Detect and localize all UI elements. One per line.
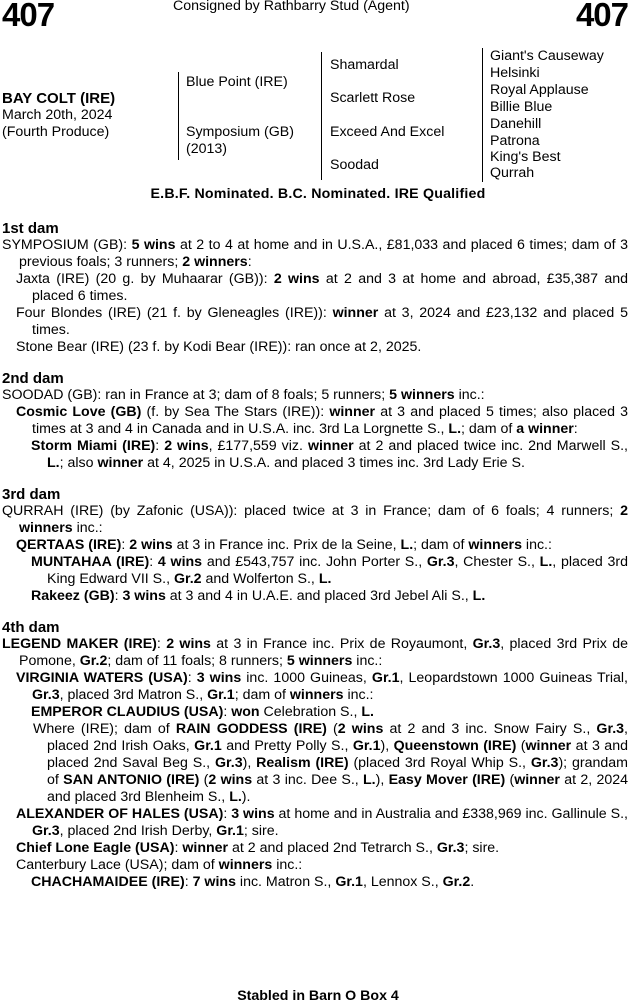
- pedigree-g7: King's Best: [490, 149, 561, 165]
- catalogue-body: [2, 220, 628, 891]
- pedigree-dam: Symposium (GB): [186, 124, 294, 140]
- pedigree-g1: Giant's Causeway: [490, 48, 604, 64]
- pedigree-sire: Blue Point (IRE): [186, 74, 288, 90]
- stabling-info: Stabled in Barn O Box 4: [237, 988, 399, 1004]
- section-heading-2nd-dam: 2nd dam: [2, 370, 64, 387]
- pedigree-g6: Patrona: [490, 133, 540, 149]
- dam-paragraph: QURRAH (IRE) (by Zafonic (USA)): placed twice at 3 in France; dam of 6 foals; 4 runners; 2 winners inc.:: [2, 503, 628, 536]
- dam-paragraph: SOODAD (GB): ran in France at 3; dam of 8 foals; 5 runners; 5 winners inc.:: [2, 387, 485, 403]
- produce-entry: Storm Miami (IRE): 2 wins, £177,559 viz. winner at 2 and placed twice inc. 2nd Marwell S., L.; also winner at 4, 2025 in U.S.A. and placed 3 times inc. 3rd Lady Erie S.: [31, 438, 628, 471]
- section-heading-3rd-dam: 3rd dam: [2, 486, 61, 503]
- lot-number-left: 407: [2, 0, 55, 33]
- produce-entry: MUNTAHAA (IRE): 4 wins and £543,757 inc. John Porter S., Gr.3, Chester S., L., placed 3rd King Edward VII S., Gr.2 and Wolferton S., L.: [31, 554, 629, 587]
- produce-entry: Four Blondes (IRE) (21 f. by Gleneagles (IRE)): winner at 3, 2024 and £23,132 and placed 5 times.: [16, 305, 628, 338]
- produce-entry: EMPEROR CLAUDIUS (USA): won Celebration S., L.: [31, 704, 374, 720]
- produce-entry: QERTAAS (IRE): 2 wins at 3 in France inc. Prix de la Seine, L.; dam of winners inc.:: [16, 537, 552, 553]
- section-heading-1st-dam: 1st dam: [2, 220, 59, 237]
- pedigree-g4: Billie Blue: [490, 99, 553, 115]
- horse-name: BAY COLT (IRE): [2, 90, 116, 107]
- produce-entry: VIRGINIA WATERS (USA): 3 wins inc. 1000 Guineas, Gr.1, Leopardstown 1000 Guineas Trial, Gr.3, placed 3rd Matron S., Gr.1; dam of winners inc.:: [16, 670, 628, 703]
- pedigree-g3: Royal Applause: [490, 82, 589, 98]
- pedigree-g5: Danehill: [490, 116, 542, 132]
- produce-note: (Fourth Produce): [2, 124, 110, 140]
- consignor-line: Consigned by Rathbarry Stud (Agent): [173, 0, 410, 14]
- section-heading-4th-dam: 4th dam: [2, 619, 60, 636]
- foaling-date: March 20th, 2024: [2, 107, 113, 123]
- nominations-line: E.B.F. Nominated. B.C. Nominated. IRE Qualified: [150, 186, 486, 202]
- pedigree-bracket-3: [482, 48, 483, 182]
- horse-info: [2, 90, 115, 141]
- pedigree-g2: Helsinki: [490, 65, 540, 81]
- produce-entry: Rakeez (GB): 3 wins at 3 and 4 in U.A.E. and placed 3rd Jebel Ali S., L.: [31, 588, 486, 604]
- pedigree-bracket-1: [178, 72, 179, 160]
- dam-paragraph: LEGEND MAKER (IRE): 2 wins at 3 in France inc. Prix de Royaumont, Gr.3, placed 3rd Prix de Pomone, Gr.2; dam of 11 foals; 8 runners; 5 winners inc.:: [2, 636, 628, 669]
- pedigree-sire-sire: Shamardal: [330, 57, 399, 73]
- produce-entry: Canterbury Lace (USA); dam of winners inc.:: [16, 857, 303, 873]
- produce-entry: Stone Bear (IRE) (23 f. by Kodi Bear (IRE)): ran once at 2, 2025.: [16, 339, 422, 355]
- dam-paragraph: SYMPOSIUM (GB): 5 wins at 2 to 4 at home and in U.S.A., £81,033 and placed 6 times; dam of 3 previous foals; 3 runners; 2 winners:: [2, 237, 628, 270]
- pedigree-bracket-2: [321, 52, 322, 180]
- pedigree-dam-year: (2013): [186, 141, 228, 157]
- lot-number-right: 407: [575, 0, 628, 33]
- pedigree-sire-dam: Scarlett Rose: [330, 90, 416, 106]
- produce-entry: Cosmic Love (GB) (f. by Sea The Stars (IRE)): winner at 3 and placed 5 times; also placed 3 times at 3 and 4 in Canada and in U.S.A. inc. 3rd La Lorgnette S., L.; dam of a winner:: [16, 404, 628, 437]
- produce-entry: Where (IRE); dam of RAIN GODDESS (IRE) (2 wins at 2 and 3 inc. Snow Fairy S., Gr.3, placed 2nd Irish Oaks, Gr.1 and Pretty Polly S., Gr.1), Queenstown (IRE) (winner at 3 and placed 2nd Saval Beg S., Gr.3), Realism (IRE) (placed 3rd Royal Whip S., Gr.3); grandam of SAN ANTONIO (IRE) (2 wins at 3 inc. Dee S., L.), Easy Mover (IRE) (winner at 2, 2024 and placed 3rd Blenheim S., L.).: [33, 721, 629, 805]
- produce-entry: Jaxta (IRE) (20 g. by Muhaarar (GB)): 2 wins at 2 and 3 at home and abroad, £35,387 and placed 6 times.: [16, 271, 628, 304]
- produce-entry: Chief Lone Eagle (USA): winner at 2 and placed 2nd Tetrarch S., Gr.3; sire.: [16, 840, 500, 856]
- pedigree-g8: Qurrah: [490, 165, 535, 181]
- produce-entry: ALEXANDER OF HALES (USA): 3 wins at home and in Australia and £338,969 inc. Gallinule S., Gr.3, placed 2nd Irish Derby, Gr.1; sire.: [16, 806, 628, 839]
- pedigree-dam-dam: Soodad: [330, 157, 379, 173]
- pedigree-dam-sire: Exceed And Excel: [330, 124, 445, 140]
- produce-entry: CHACHAMAIDEE (IRE): 7 wins inc. Matron S., Gr.1, Lennox S., Gr.2.: [31, 874, 475, 890]
